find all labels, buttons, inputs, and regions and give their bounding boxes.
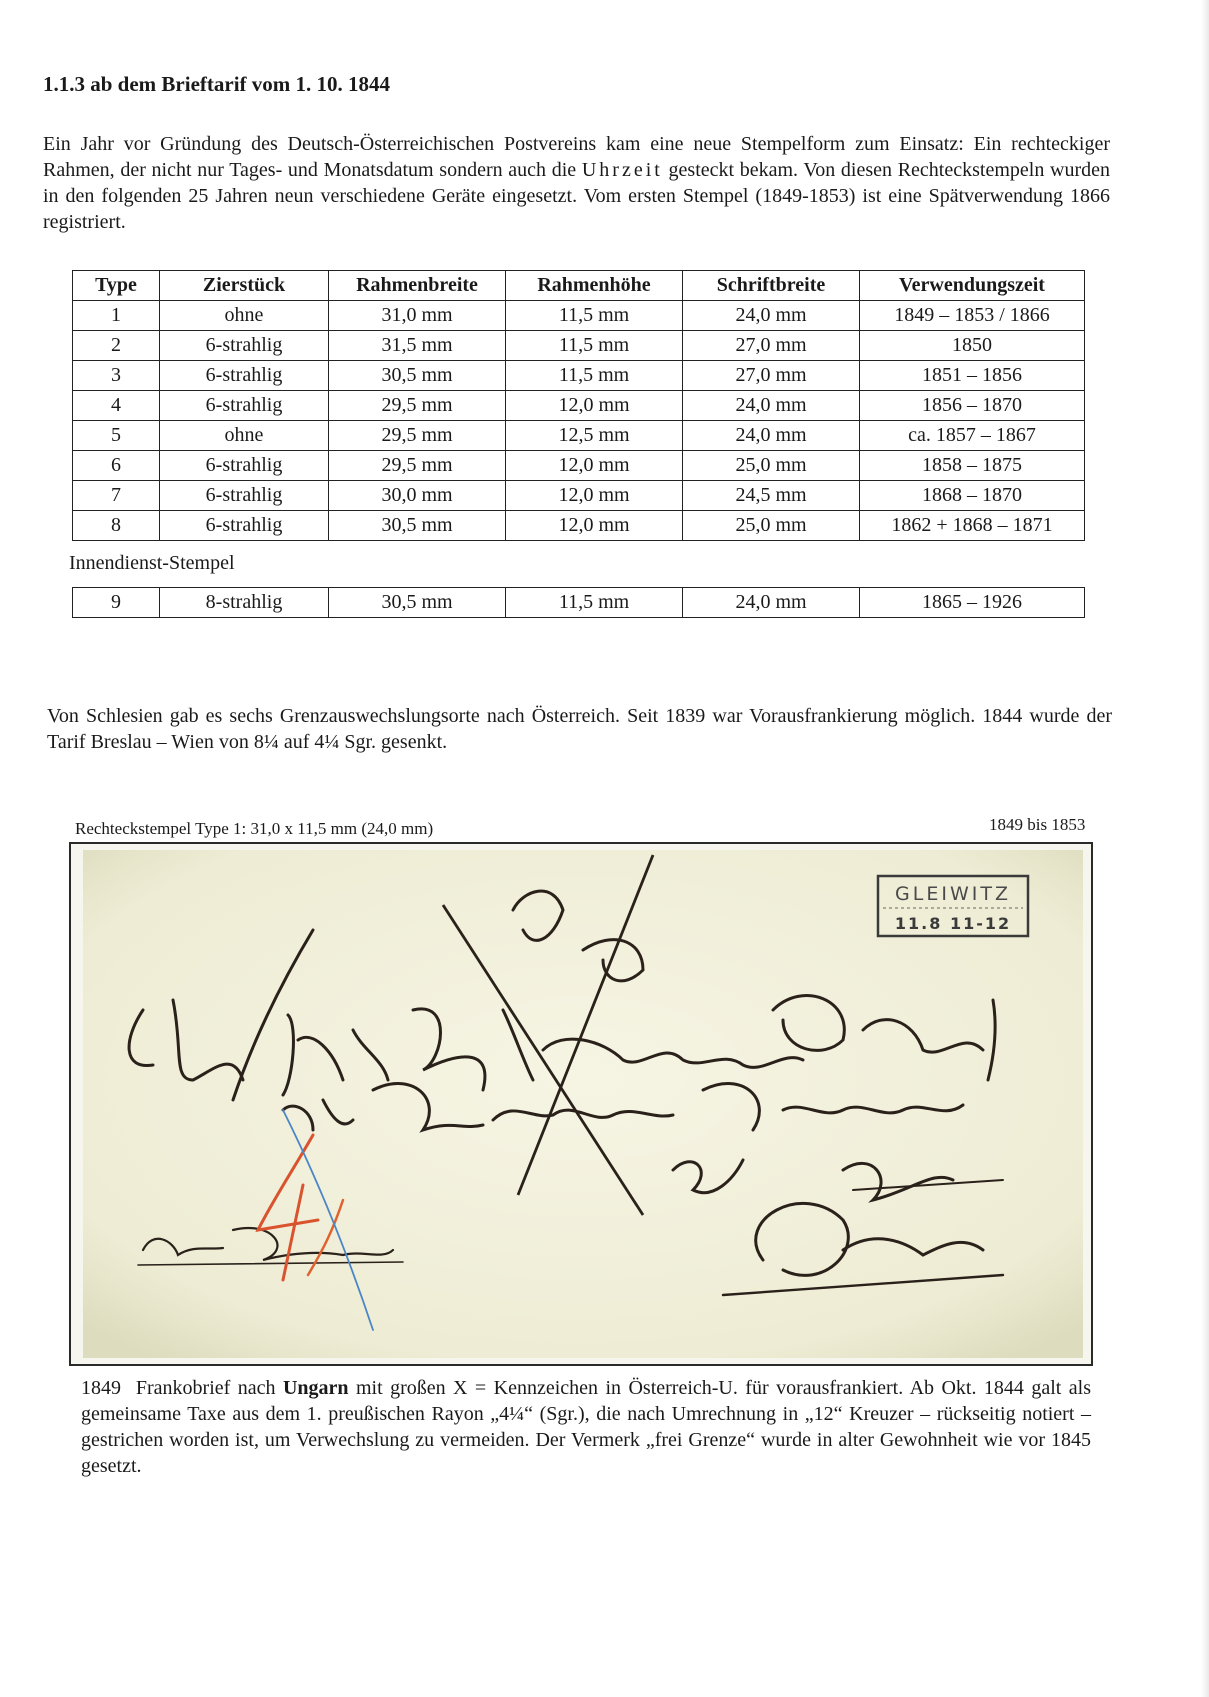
figure-caption xyxy=(81,1375,1091,1479)
table-cell: 1868 – 1870 xyxy=(860,481,1085,511)
table-header-cell: Rahmenhöhe xyxy=(506,271,683,301)
intro-text-1: Ein Jahr vor Gründung des Deutsch-Österreichischen Postvereins kam eine neue Stempelform zum Einsatz: Ein rechteckiger Rahmen, der nicht nur Tages- und Monatsdatum sondern auch die xyxy=(43,133,1110,181)
table-header-cell: Verwendungszeit xyxy=(860,271,1085,301)
table-cell: 6-strahlig xyxy=(160,331,329,361)
letter-image xyxy=(83,850,1083,1358)
table-cell: 31,0 mm xyxy=(329,301,506,331)
table-header-cell: Rahmenbreite xyxy=(329,271,506,301)
schlesien-paragraph: Von Schlesien gab es sechs Grenzauswechslungsorte nach Österreich. Seit 1839 war Vorausfrankierung möglich. 1844 wurde der Tarif Breslau – Wien von 8¼ auf 4¼ Sgr. gesenkt. xyxy=(47,705,1112,753)
table-cell: 8 xyxy=(73,511,160,541)
stamp-types-table xyxy=(72,270,1085,541)
table-cell: 25,0 mm xyxy=(683,511,860,541)
table-cell: 25,0 mm xyxy=(683,451,860,481)
table-cell: 11,5 mm xyxy=(506,301,683,331)
table-cell: ohne xyxy=(160,421,329,451)
table-header-cell: Type xyxy=(73,271,160,301)
figure-label: Rechteckstempel Type 1: 31,0 x 11,5 mm (24,0 mm) xyxy=(75,819,434,838)
table-header-row xyxy=(73,271,1085,301)
letter-image-frame xyxy=(69,842,1093,1366)
postmark-town: GLEIWITZ xyxy=(895,883,1011,905)
table-cell: 6-strahlig xyxy=(160,481,329,511)
section-heading: 1.1.3 ab dem Brieftarif vom 1. 10. 1844 xyxy=(43,72,391,96)
caption-year: 1849 xyxy=(81,1377,121,1399)
table-cell: 30,5 mm xyxy=(329,361,506,391)
table-cell: 31,5 mm xyxy=(329,331,506,361)
table-cell: 29,5 mm xyxy=(329,421,506,451)
table-cell: 2 xyxy=(73,331,160,361)
table-cell: 12,0 mm xyxy=(506,391,683,421)
innendienst-label: Innendienst-Stempel xyxy=(69,552,235,574)
caption-text-2: mit großen X = Kennzeichen in Österreich-U. für vorausfrankiert. Ab Okt. 1844 galt als gemeinsame Taxe aus dem 1. preußischen Rayon „4¼“ (Sgr.), die nach Umrechnung in „12“ Kreuzer – rückseitig notiert – gestrichen worden ist, um Verwechslung zu vermeiden. Der Vermerk „frei Grenze“ wurde in alter Gewohnheit wie vor 1845 gesetzt. xyxy=(81,1377,1091,1477)
table-cell: 1851 – 1856 xyxy=(860,361,1085,391)
table-cell: 12,0 mm xyxy=(506,511,683,541)
table-cell: 12,0 mm xyxy=(506,451,683,481)
intro-spaced-word: Uhrzeit xyxy=(581,159,663,181)
table-cell: 24,0 mm xyxy=(683,301,860,331)
intro-paragraph xyxy=(43,131,1110,235)
table-cell: 27,0 mm xyxy=(683,331,860,361)
table-cell: 24,5 mm xyxy=(683,481,860,511)
table-row xyxy=(73,331,1085,361)
figure-date-range: 1849 bis 1853 xyxy=(989,815,1086,834)
table-row xyxy=(73,391,1085,421)
table-cell: 1849 – 1853 / 1866 xyxy=(860,301,1085,331)
caption-text-1: Frankobrief nach xyxy=(121,1377,283,1399)
table-cell: 9 xyxy=(73,588,160,618)
table-header-cell: Zierstück xyxy=(160,271,329,301)
postmark-date: 11.8 11-12 xyxy=(894,914,1012,933)
table-cell: 8-strahlig xyxy=(160,588,329,618)
table-row xyxy=(73,301,1085,331)
table-cell: 24,0 mm xyxy=(683,421,860,451)
table-row xyxy=(73,481,1085,511)
table-cell: 29,5 mm xyxy=(329,451,506,481)
page-edge-shadow xyxy=(1201,0,1209,1697)
table-cell: 30,5 mm xyxy=(329,511,506,541)
table-cell: 3 xyxy=(73,361,160,391)
table-cell: 6-strahlig xyxy=(160,391,329,421)
table-row xyxy=(73,588,1085,618)
table-cell: 1865 – 1926 xyxy=(860,588,1085,618)
table-cell: 1862 + 1868 – 1871 xyxy=(860,511,1085,541)
table-cell: 1850 xyxy=(860,331,1085,361)
table-cell: 6 xyxy=(73,451,160,481)
table-cell: 1 xyxy=(73,301,160,331)
table-cell: 6-strahlig xyxy=(160,511,329,541)
table-row xyxy=(73,511,1085,541)
table-cell: 11,5 mm xyxy=(506,361,683,391)
table-cell: 7 xyxy=(73,481,160,511)
table-cell: ca. 1857 – 1867 xyxy=(860,421,1085,451)
table-cell: 1858 – 1875 xyxy=(860,451,1085,481)
table-cell: 4 xyxy=(73,391,160,421)
table-cell: 6-strahlig xyxy=(160,361,329,391)
table-cell: 29,5 mm xyxy=(329,391,506,421)
table-row xyxy=(73,421,1085,451)
table-row xyxy=(73,451,1085,481)
table-cell: 6-strahlig xyxy=(160,451,329,481)
table-cell: 30,0 mm xyxy=(329,481,506,511)
table-cell: 24,0 mm xyxy=(683,588,860,618)
table-cell: ohne xyxy=(160,301,329,331)
table-cell: 1856 – 1870 xyxy=(860,391,1085,421)
caption-bold-country: Ungarn xyxy=(282,1377,349,1399)
table-row xyxy=(73,361,1085,391)
table-cell: 5 xyxy=(73,421,160,451)
table-cell: 12,5 mm xyxy=(506,421,683,451)
table-cell: 12,0 mm xyxy=(506,481,683,511)
table-cell: 11,5 mm xyxy=(506,588,683,618)
innendienst-table xyxy=(72,587,1085,618)
table-cell: 24,0 mm xyxy=(683,391,860,421)
table-cell: 11,5 mm xyxy=(506,331,683,361)
table-cell: 27,0 mm xyxy=(683,361,860,391)
intro-text-2: gesteckt bekam. Von diesen Rechteckstempeln wurden in den folgenden 25 Jahren neun verschiedene Geräte eingesetzt. Vom ersten Stempel (1849-1853) ist eine Spätverwendung 1866 registriert. xyxy=(43,159,1110,233)
table-header-cell: Schriftbreite xyxy=(683,271,860,301)
table-cell: 30,5 mm xyxy=(329,588,506,618)
